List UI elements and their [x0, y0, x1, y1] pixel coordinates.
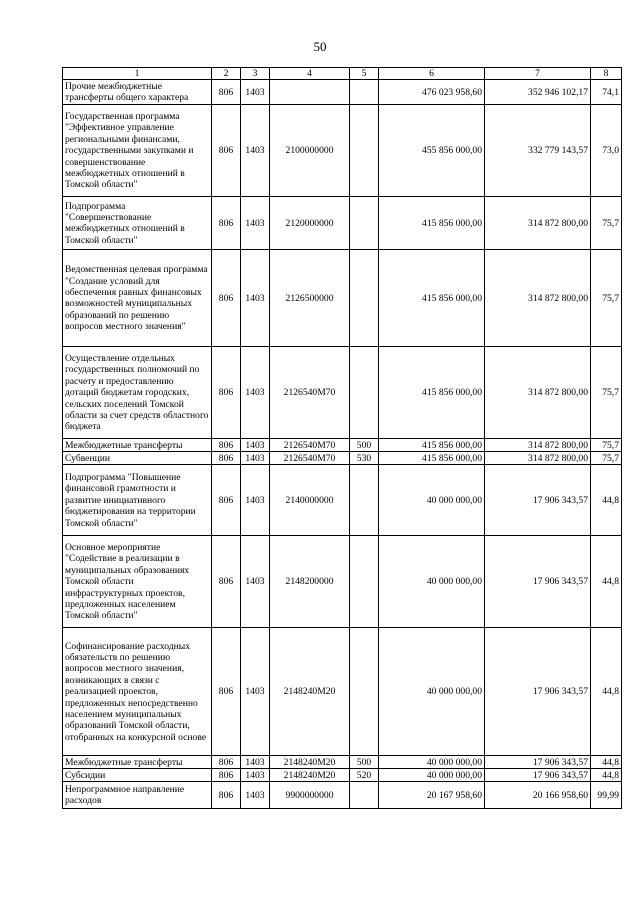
expense-type-cell: [350, 105, 379, 197]
target-article-cell: 2126540М70: [270, 347, 350, 439]
target-article-cell: [270, 80, 350, 105]
executed-amount-cell: 17 906 343,57: [485, 756, 591, 769]
target-article-cell: 2148240М20: [270, 756, 350, 769]
department-code-cell: 806: [212, 105, 241, 197]
row-name-cell: Субсидии: [63, 769, 212, 782]
planned-amount-cell: 40 000 000,00: [379, 536, 485, 628]
target-article-cell: 2126500000: [270, 250, 350, 347]
target-article-cell: 2148200000: [270, 536, 350, 628]
department-code-cell: 806: [212, 465, 241, 536]
expense-type-cell: [350, 80, 379, 105]
department-code-cell: 806: [212, 756, 241, 769]
target-article-cell: 2126540М70: [270, 452, 350, 465]
executed-amount-cell: 314 872 800,00: [485, 452, 591, 465]
department-code-cell: 806: [212, 536, 241, 628]
page-number: 50: [313, 39, 327, 54]
execution-percent-cell: 44,8: [591, 769, 622, 782]
column-header: 6: [379, 68, 485, 80]
target-article-cell: 2120000000: [270, 197, 350, 250]
table-row: [63, 769, 622, 782]
section-code-cell: 1403: [241, 782, 270, 809]
table-row: [63, 197, 622, 250]
expense-type-cell: [350, 536, 379, 628]
expense-type-cell: 520: [350, 769, 379, 782]
section-code-cell: 1403: [241, 80, 270, 105]
table-row: [63, 80, 622, 105]
column-header: 1: [63, 68, 212, 80]
expense-type-cell: 500: [350, 439, 379, 452]
row-name-cell: Основное мероприятие "Содействие в реализации в муниципальных образованиях Томской области инфраструктурных проектов, предложенных населением Томской области": [63, 536, 212, 628]
row-name-cell: Государственная программа "Эффективное управление региональными финансами, государственными закупками и совершенствование межбюджетных отношений в Томской области": [63, 105, 212, 197]
execution-percent-cell: 75,7: [591, 347, 622, 439]
row-name-cell: Непрограммное направление расходов: [63, 782, 212, 809]
execution-percent-cell: 74,1: [591, 80, 622, 105]
executed-amount-cell: 314 872 800,00: [485, 439, 591, 452]
section-code-cell: 1403: [241, 105, 270, 197]
execution-percent-cell: 44,8: [591, 756, 622, 769]
row-name-cell: Межбюджетные трансферты: [63, 439, 212, 452]
expense-type-cell: [350, 782, 379, 809]
planned-amount-cell: 40 000 000,00: [379, 769, 485, 782]
executed-amount-cell: 20 166 958,60: [485, 782, 591, 809]
column-header: 2: [212, 68, 241, 80]
row-name-cell: Подпрограмма "Повышение финансовой грамотности и развитие инициативного бюджетирования на территории Томской области": [63, 465, 212, 536]
table-row: [63, 756, 622, 769]
department-code-cell: 806: [212, 628, 241, 756]
table-row: [63, 782, 622, 809]
executed-amount-cell: 314 872 800,00: [485, 347, 591, 439]
department-code-cell: 806: [212, 452, 241, 465]
department-code-cell: 806: [212, 782, 241, 809]
execution-percent-cell: 75,7: [591, 452, 622, 465]
table-row: [63, 250, 622, 347]
expense-type-cell: [350, 347, 379, 439]
department-code-cell: 806: [212, 250, 241, 347]
executed-amount-cell: 352 946 102,17: [485, 80, 591, 105]
table-row: [63, 628, 622, 756]
table-row: [63, 347, 622, 439]
planned-amount-cell: 415 856 000,00: [379, 439, 485, 452]
execution-percent-cell: 44,8: [591, 465, 622, 536]
row-name-cell: Субвенции: [63, 452, 212, 465]
table-row: [63, 439, 622, 452]
expense-type-cell: 530: [350, 452, 379, 465]
planned-amount-cell: 40 000 000,00: [379, 628, 485, 756]
expense-type-cell: [350, 250, 379, 347]
department-code-cell: 806: [212, 197, 241, 250]
department-code-cell: 806: [212, 80, 241, 105]
target-article-cell: 9900000000: [270, 782, 350, 809]
section-code-cell: 1403: [241, 769, 270, 782]
expense-type-cell: [350, 628, 379, 756]
column-number-row: [63, 68, 622, 80]
execution-percent-cell: 75,7: [591, 439, 622, 452]
section-code-cell: 1403: [241, 628, 270, 756]
executed-amount-cell: 17 906 343,57: [485, 465, 591, 536]
table-row: [63, 452, 622, 465]
section-code-cell: 1403: [241, 439, 270, 452]
column-header: 8: [591, 68, 622, 80]
section-code-cell: 1403: [241, 347, 270, 439]
execution-percent-cell: 75,7: [591, 250, 622, 347]
department-code-cell: 806: [212, 439, 241, 452]
target-article-cell: 2126540М70: [270, 439, 350, 452]
department-code-cell: 806: [212, 347, 241, 439]
target-article-cell: 2100000000: [270, 105, 350, 197]
target-article-cell: 2148240М20: [270, 628, 350, 756]
column-header: 3: [241, 68, 270, 80]
expense-type-cell: 500: [350, 756, 379, 769]
budget-table: [62, 67, 622, 809]
execution-percent-cell: 73,0: [591, 105, 622, 197]
section-code-cell: 1403: [241, 465, 270, 536]
planned-amount-cell: 40 000 000,00: [379, 465, 485, 536]
planned-amount-cell: 40 000 000,00: [379, 756, 485, 769]
table-row: [63, 536, 622, 628]
expense-type-cell: [350, 197, 379, 250]
section-code-cell: 1403: [241, 250, 270, 347]
target-article-cell: 2148240М20: [270, 769, 350, 782]
executed-amount-cell: 314 872 800,00: [485, 250, 591, 347]
executed-amount-cell: 17 906 343,57: [485, 628, 591, 756]
row-name-cell: Осуществление отдельных государственных полномочий по расчету и предоставлению дотаций бюджетам городских, сельских поселений Томской области за счет средств областного бюджета: [63, 347, 212, 439]
planned-amount-cell: 20 167 958,60: [379, 782, 485, 809]
execution-percent-cell: 44,8: [591, 628, 622, 756]
execution-percent-cell: 75,7: [591, 197, 622, 250]
column-header: 5: [350, 68, 379, 80]
column-header: 7: [485, 68, 591, 80]
execution-percent-cell: 44,8: [591, 536, 622, 628]
table-row: [63, 105, 622, 197]
section-code-cell: 1403: [241, 536, 270, 628]
row-name-cell: Межбюджетные трансферты: [63, 756, 212, 769]
row-name-cell: Прочие межбюджетные трансферты общего характера: [63, 80, 212, 105]
table-row: [63, 465, 622, 536]
section-code-cell: 1403: [241, 756, 270, 769]
expense-type-cell: [350, 465, 379, 536]
planned-amount-cell: 415 856 000,00: [379, 250, 485, 347]
planned-amount-cell: 415 856 000,00: [379, 452, 485, 465]
department-code-cell: 806: [212, 769, 241, 782]
target-article-cell: 2140000000: [270, 465, 350, 536]
section-code-cell: 1403: [241, 197, 270, 250]
execution-percent-cell: 99,99: [591, 782, 622, 809]
executed-amount-cell: 17 906 343,57: [485, 536, 591, 628]
planned-amount-cell: 415 856 000,00: [379, 197, 485, 250]
row-name-cell: Подпрограмма "Совершенствование межбюджетных отношений в Томской области": [63, 197, 212, 250]
executed-amount-cell: 17 906 343,57: [485, 769, 591, 782]
planned-amount-cell: 415 856 000,00: [379, 347, 485, 439]
executed-amount-cell: 332 779 143,57: [485, 105, 591, 197]
executed-amount-cell: 314 872 800,00: [485, 197, 591, 250]
section-code-cell: 1403: [241, 452, 270, 465]
planned-amount-cell: 476 023 958,60: [379, 80, 485, 105]
row-name-cell: Софинансирование расходных обязательств по решению вопросов местного значения, возникающих в связи с реализацией проектов, предложенных непосредственно населением муниципальных образований Томской области, отобранных на конкурсной основе: [63, 628, 212, 756]
row-name-cell: Ведомственная целевая программа "Создание условий для обеспечения равных финансовых возможностей муниципальных образований по решению вопросов местного значения": [63, 250, 212, 347]
planned-amount-cell: 455 856 000,00: [379, 105, 485, 197]
column-header: 4: [270, 68, 350, 80]
